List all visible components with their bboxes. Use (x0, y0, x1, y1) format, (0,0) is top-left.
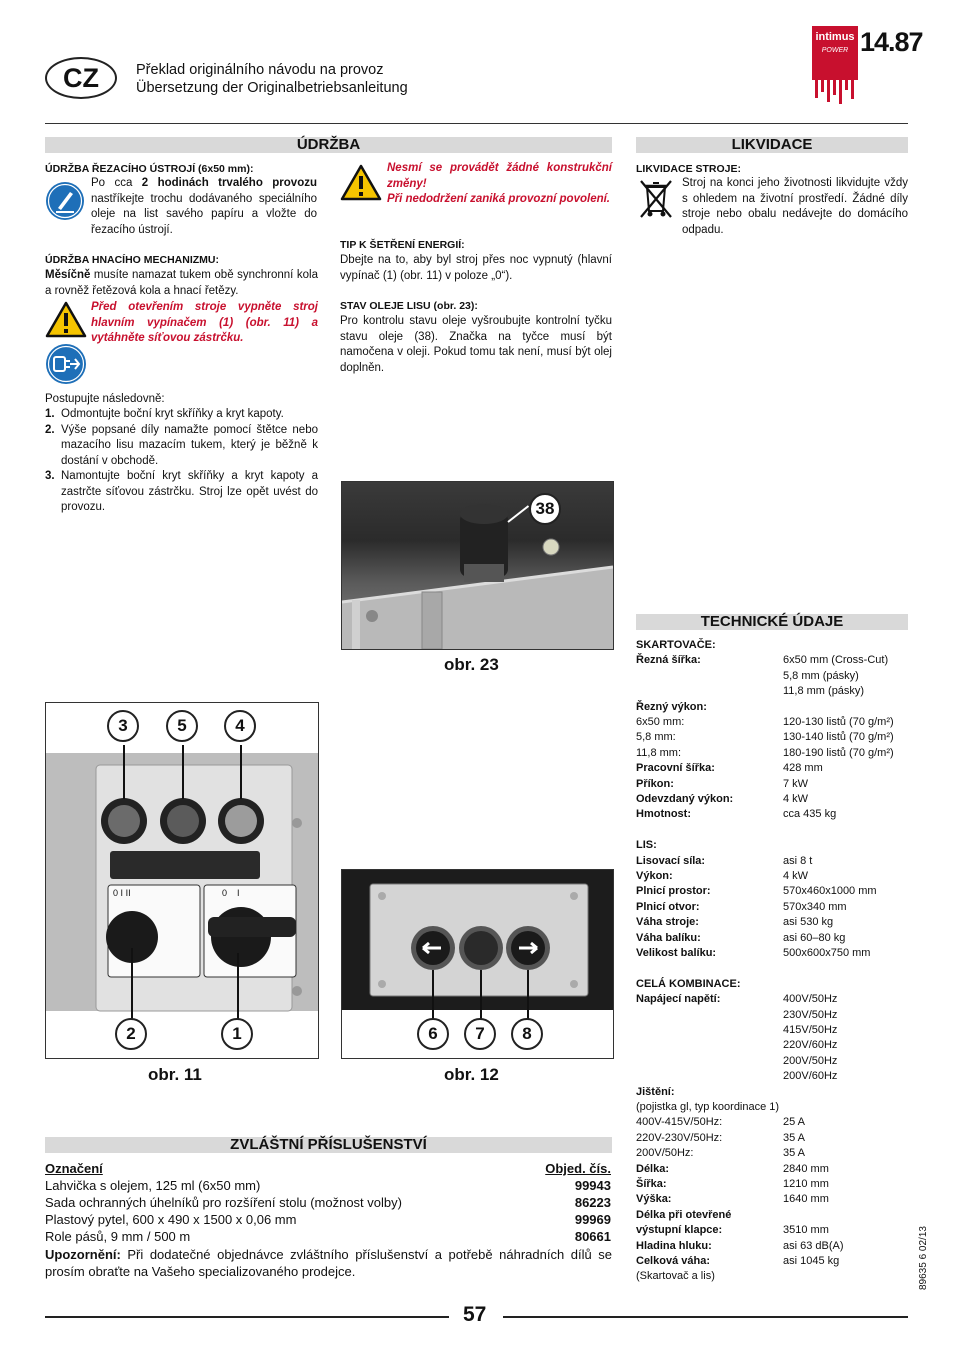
tech-value: 400V/50Hz (783, 993, 838, 1006)
switch-left-labels: 0 I II (113, 888, 131, 898)
tech-value: 200V/60Hz (783, 1070, 838, 1083)
model-number: 14.87 (860, 27, 923, 57)
tech-key: 11,8 mm: (636, 746, 682, 759)
tech-key: Výkon: (636, 870, 673, 882)
tech-value: 4 kW (783, 870, 809, 882)
list-item: 3. Namontujte boční kryt skříňky a kryt kapoty a zastrčte síťovou zástrčku. Stroj lze opět uvést do provozu. (45, 470, 318, 513)
tech-value: 428 mm (783, 762, 823, 775)
table-row: Plastový pytel, 600 x 490 x 1500 x 0,06 mm 99969 (45, 1212, 611, 1227)
tech-value: asi 63 dB(A) (783, 1239, 844, 1252)
warning-triangle-icon (45, 301, 87, 343)
language-badge (45, 57, 117, 99)
tech-key: 400V-415V/50Hz: (636, 1116, 723, 1129)
section-tech-title: TECHNICKÉ ÚDAJE (636, 614, 908, 630)
oil-level-text: Pro kontrolu stavu oleje vyšroubujte kontrolní tyčku stavu oleje (38). Značka na tyčce musí být namočena v oleji. Pokud tomu tak není, musí být olej doplněn. (340, 315, 612, 374)
tech-value: asi 1045 kg (783, 1255, 840, 1267)
disposal-subtitle: LIKVIDACE STROJE: (636, 163, 742, 175)
brand-name: intimus (815, 31, 855, 43)
callout-3: 3 (107, 710, 139, 742)
language-code: CZ (63, 63, 99, 93)
figure-11-caption: obr. 11 (148, 1065, 202, 1084)
tech-value: cca 435 kg (783, 808, 837, 821)
tech-value: 200V/50Hz (783, 1054, 838, 1067)
col-order-no: Objed. čís. (545, 1161, 611, 1176)
accessories-note: Upozornění: Při dodatečné objednávce zvláštního příslušenství a potřebě náhradních dílů se prosím obraťte na Vašeho specializovaného prodejce. (45, 1247, 612, 1279)
footer-rule-left (45, 1316, 449, 1318)
tech-value: 3510 mm (783, 1224, 829, 1237)
tech-value: asi 8 t (783, 854, 813, 867)
tech-value: 230V/50Hz (783, 1008, 838, 1021)
figure-23-caption: obr. 23 (444, 655, 499, 674)
tech-key: Délka: (636, 1162, 670, 1175)
drive-maint-text: Měsíčně musíte namazat tukem obě synchronní kola a rovněž řetězová kola a hnací řetězy. (45, 269, 318, 297)
tech-key: Šířka: (636, 1178, 667, 1190)
tech-key: Váha stroje: (636, 916, 699, 929)
crossed-bin-icon (636, 177, 676, 226)
callout-5: 5 (166, 710, 198, 742)
tech-key: (Skartovač a lis) (636, 1270, 715, 1283)
callout-7: 7 (464, 1018, 496, 1050)
tech-value: 2840 mm (783, 1162, 829, 1175)
tech-key: Napájecí napětí: (636, 993, 721, 1006)
steps-intro: Postupujte následovně: (45, 393, 165, 405)
cut-maint-text: Po cca 2 hodinách trvalého provozu nastříkejte trochu dodávaného speciálního oleje na list savého papíru a vložte do řezacího ústrojí. (91, 177, 317, 236)
energy-tip-text: Dbejte na to, aby byl stroj přes noc vypnutý (hlavní vypínač (1) (obr. 11) v poloze „0“). (340, 254, 612, 282)
accessories-header (45, 1160, 611, 1177)
tech-value: 25 A (783, 1116, 806, 1129)
tech-value: 120-130 listů (70 g/m²) (783, 716, 894, 728)
callout-1: 1 (221, 1018, 253, 1050)
tech-value: 570x460x1000 mm (783, 885, 877, 898)
tech-key: 220V-230V/50Hz: (636, 1131, 723, 1144)
tech-key: výstupní klapce: (636, 1224, 723, 1237)
tech-value: 130-140 listů (70 g/m²) (783, 731, 894, 744)
figure-23-photo (341, 481, 614, 650)
cut-maint-title: ÚDRŽBA ŘEZACÍHO ÚSTROJÍ (6x50 mm): (45, 163, 254, 175)
tech-key: Pracovní šířka: (636, 762, 715, 775)
tech-value: 5,8 mm (pásky) (783, 669, 859, 682)
tech-value: 35 A (783, 1147, 806, 1160)
tech-key: LIS: (636, 839, 657, 852)
tech-key: 6x50 mm: (636, 716, 685, 728)
callout-6: 6 (417, 1018, 449, 1050)
tech-key: Řezná šířka: (636, 654, 701, 667)
table-row: Lahvička s olejem, 125 ml (6x50 mm) 99943 (45, 1178, 611, 1193)
energy-tip-title: TIP K ŠETŘENÍ ENERGIÍ: (340, 239, 465, 251)
tech-key: 200V/50Hz: (636, 1147, 694, 1160)
tech-value: 4 kW (783, 793, 809, 805)
tech-value: 6x50 mm (Cross-Cut) (783, 654, 889, 667)
tech-value: 220V/60Hz (783, 1039, 838, 1052)
tech-value: 35 A (783, 1131, 806, 1144)
tech-key: Váha balíku: (636, 931, 701, 944)
page-number: 57 (463, 1303, 487, 1326)
tech-value: asi 530 kg (783, 916, 834, 929)
tech-value: 1640 mm (783, 1193, 829, 1206)
no-modifications-warning: Nesmí se provádět žádné konstrukční změny! Při nedodržení zaniká provozní povolení. (387, 162, 612, 205)
steps-list (45, 407, 318, 516)
tech-key: SKARTOVAČE: (636, 639, 716, 651)
list-item: 1. Odmontujte boční kryt skříňky a kryt kapoty. (45, 408, 284, 420)
tech-key: Odevzdaný výkon: (636, 793, 734, 805)
tech-key: Příkon: (636, 777, 674, 790)
tech-key: Lisovací síla: (636, 854, 706, 867)
col-designation: Označení (45, 1161, 103, 1176)
header-rule (45, 123, 908, 124)
section-udrzba-title: ÚDRŽBA (45, 137, 612, 153)
tech-value: 570x340 mm (783, 900, 847, 913)
maintenance-brush-icon (45, 181, 85, 226)
header-line-1: Překlad originálního návodu na provoz (136, 62, 384, 78)
callout-8: 8 (511, 1018, 543, 1050)
tech-key: Plnicí otvor: (636, 900, 700, 913)
tech-key: Hladina hluku: (636, 1239, 712, 1252)
table-row: Role pásů, 9 mm / 500 m 80661 (45, 1229, 611, 1244)
tech-value: asi 60–80 kg (783, 931, 846, 944)
brand-sub: POWER (821, 47, 849, 54)
section-accessories-title: ZVLÁŠTNÍ PŘÍSLUŠENSTVÍ (45, 1137, 612, 1153)
drive-maint-title: ÚDRŽBA HNACÍHO MECHANIZMU: (45, 254, 220, 266)
warning-triangle-icon (340, 164, 382, 206)
tech-key: Velikost balíku: (636, 947, 717, 959)
callout-4: 4 (224, 710, 256, 742)
unplug-icon (45, 343, 87, 390)
tech-key: CELÁ KOMBINACE: (636, 977, 741, 990)
tech-key: Výška: (636, 1193, 672, 1206)
callout-38: 38 (529, 493, 561, 525)
switch-right-labels: 0 I (222, 888, 240, 898)
section-likvidace-title: LIKVIDACE (636, 137, 908, 153)
tech-value: 415V/50Hz (783, 1024, 838, 1036)
disposal-text: Stroj na konci jeho životnosti likvidujte vždy s ohledem na životní prostředí. Žádné díly stroje nebo obalu nedávejte do domácího odpadu. (682, 177, 908, 236)
figure-11-photo (45, 702, 319, 1059)
list-item: 2. Výše popsané díly namažte pomocí štětce nebo mazacího lisu mazacím tukem, který je běžně k dostání v obchodě. (45, 423, 318, 467)
tech-key: Celková váha: (636, 1255, 710, 1267)
tech-value: 11,8 mm (pásky) (783, 685, 865, 698)
figure-12-caption: obr. 12 (444, 1065, 499, 1084)
footer-rule-right (503, 1316, 908, 1318)
tech-key: Plnicí prostor: (636, 885, 711, 898)
tech-value: 7 kW (783, 777, 809, 790)
oil-level-title: STAV OLEJE LISU (obr. 23): (340, 300, 478, 312)
tech-value: 180-190 listů (70 g/m²) (783, 746, 894, 759)
header-line-2: Übersetzung der Originalbetriebsanleitung (136, 80, 408, 96)
header-subtitle (136, 61, 408, 97)
table-row: Sada ochranných úhelníků pro rozšíření stolu (možnost volby) 86223 (45, 1195, 611, 1210)
brand-logo (812, 26, 858, 106)
tech-value: 1210 mm (783, 1178, 829, 1190)
document-code: 89635 6 02/13 (918, 1226, 929, 1290)
callout-2: 2 (115, 1018, 147, 1050)
tech-key: Jištění: (636, 1085, 675, 1098)
tech-key: Délka při otevřené (636, 1208, 732, 1221)
tech-key: 5,8 mm: (636, 731, 676, 744)
unplug-warning-text: Před otevřením stroje vypněte stroj hlavním vypínačem (1) (obr. 11) a vytáhněte síťovou zástrčku. (91, 301, 318, 344)
tech-key: Hmotnost: (636, 808, 691, 821)
tech-value: 500x600x750 mm (783, 947, 871, 959)
tech-key: (pojistka gl, typ koordinace 1) (636, 1101, 780, 1113)
tech-key: Řezný výkon: (636, 700, 707, 713)
